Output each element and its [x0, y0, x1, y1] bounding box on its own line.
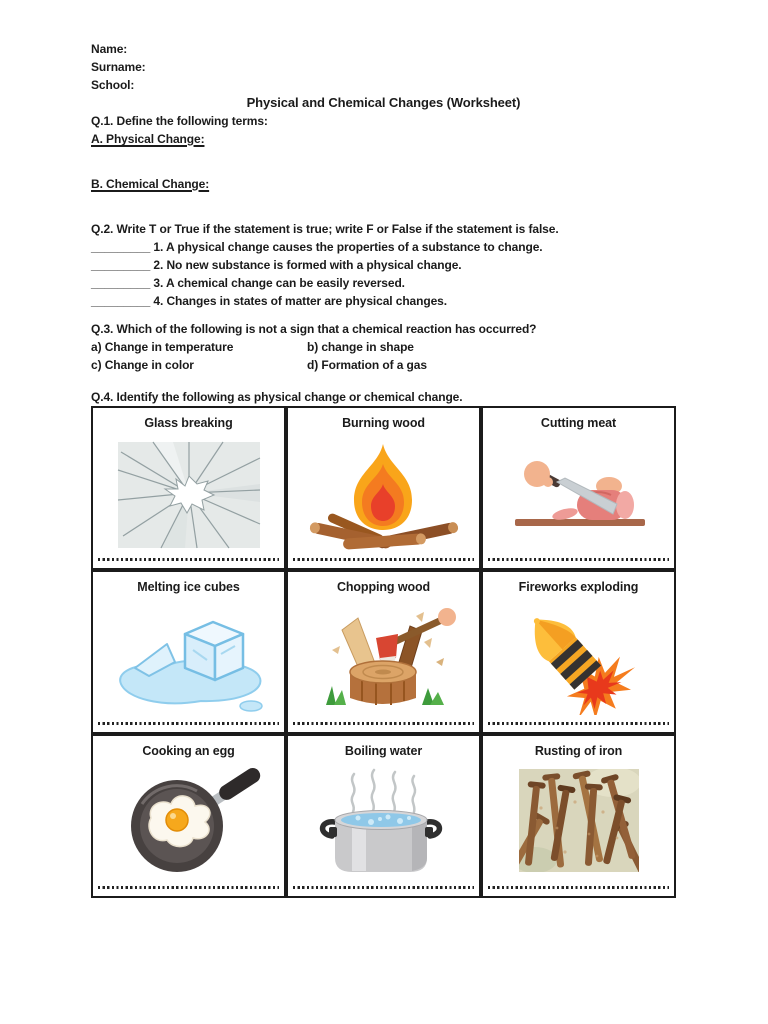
cell-caption: Rusting of iron [534, 744, 623, 758]
chopping-wood-icon [296, 603, 471, 715]
answer-dotted-line [488, 886, 669, 889]
name-field-label: Name: [91, 42, 128, 56]
cell-caption: Chopping wood [336, 580, 431, 594]
surname-field-label: Surname: [91, 60, 146, 74]
q4-label: Q.4. Identify the following as physical change or chemical change. [91, 390, 463, 404]
q4-cell-fireworks [481, 570, 676, 734]
campfire-icon [296, 439, 471, 551]
q1-label: Q.1. Define the following terms: [91, 114, 268, 128]
answer-dotted-line [293, 722, 474, 725]
q2-label: Q.2. Write T or True if the statement is true; write F or False if the statement is false. [91, 222, 559, 236]
answer-dotted-line [488, 722, 669, 725]
q4-image-table [91, 406, 676, 898]
q1-part-b-answer-space [91, 193, 676, 220]
cell-caption: Fireworks exploding [518, 580, 639, 594]
q2-statement-2: _________ 2. No new substance is formed with a physical change. [91, 258, 462, 272]
rusty-nails-icon [491, 767, 666, 879]
q4-cell-burning-wood [286, 406, 481, 570]
q4-cell-rusting-iron [481, 734, 676, 898]
q3-option-b: b) change in shape [307, 340, 414, 354]
firework-rocket-icon [491, 603, 666, 715]
boiling-pot-icon [296, 767, 471, 879]
melting-ice-icon [101, 603, 276, 715]
q1-part-a-answer-space [91, 148, 676, 175]
q3-label: Q.3. Which of the following is not a sign that a chemical reaction has occurred? [91, 322, 537, 336]
answer-dotted-line [98, 722, 279, 725]
q4-cell-boiling-water [286, 734, 481, 898]
q2-statement-3: _________ 3. A chemical change can be easily reversed. [91, 276, 405, 290]
q1-part-b-heading: B. Chemical Change: [91, 177, 210, 191]
answer-dotted-line [293, 558, 474, 561]
cell-caption: Cooking an egg [142, 744, 235, 758]
cell-caption: Melting ice cubes [137, 580, 240, 594]
cell-caption: Boiling water [344, 744, 423, 758]
cell-caption: Glass breaking [144, 416, 233, 430]
q2-statement-1: _________ 1. A physical change causes the properties of a substance to change. [91, 240, 543, 254]
q1-part-a-heading: A. Physical Change: [91, 132, 205, 146]
frying-pan-egg-icon [101, 767, 276, 879]
q4-cell-chopping-wood [286, 570, 481, 734]
q3-option-c: c) Change in color [91, 358, 194, 372]
school-field-label: School: [91, 78, 135, 92]
cell-caption: Burning wood [342, 416, 425, 430]
q3-option-a: a) Change in temperature [91, 340, 234, 354]
worksheet-title: Physical and Chemical Changes (Worksheet) [246, 95, 521, 110]
cell-caption: Cutting meat [540, 416, 617, 430]
q4-cell-cutting-meat [481, 406, 676, 570]
q3-option-d: d) Formation of a gas [307, 358, 427, 372]
q2-statement-4: _________ 4. Changes in states of matter are physical changes. [91, 294, 447, 308]
q4-cell-melting-ice [91, 570, 286, 734]
answer-dotted-line [488, 558, 669, 561]
broken-glass-icon [101, 439, 276, 551]
answer-dotted-line [293, 886, 474, 889]
answer-dotted-line [98, 558, 279, 561]
answer-dotted-line [98, 886, 279, 889]
q4-cell-cooking-egg [91, 734, 286, 898]
q4-cell-glass-breaking [91, 406, 286, 570]
knife-cutting-meat-icon [491, 439, 666, 551]
